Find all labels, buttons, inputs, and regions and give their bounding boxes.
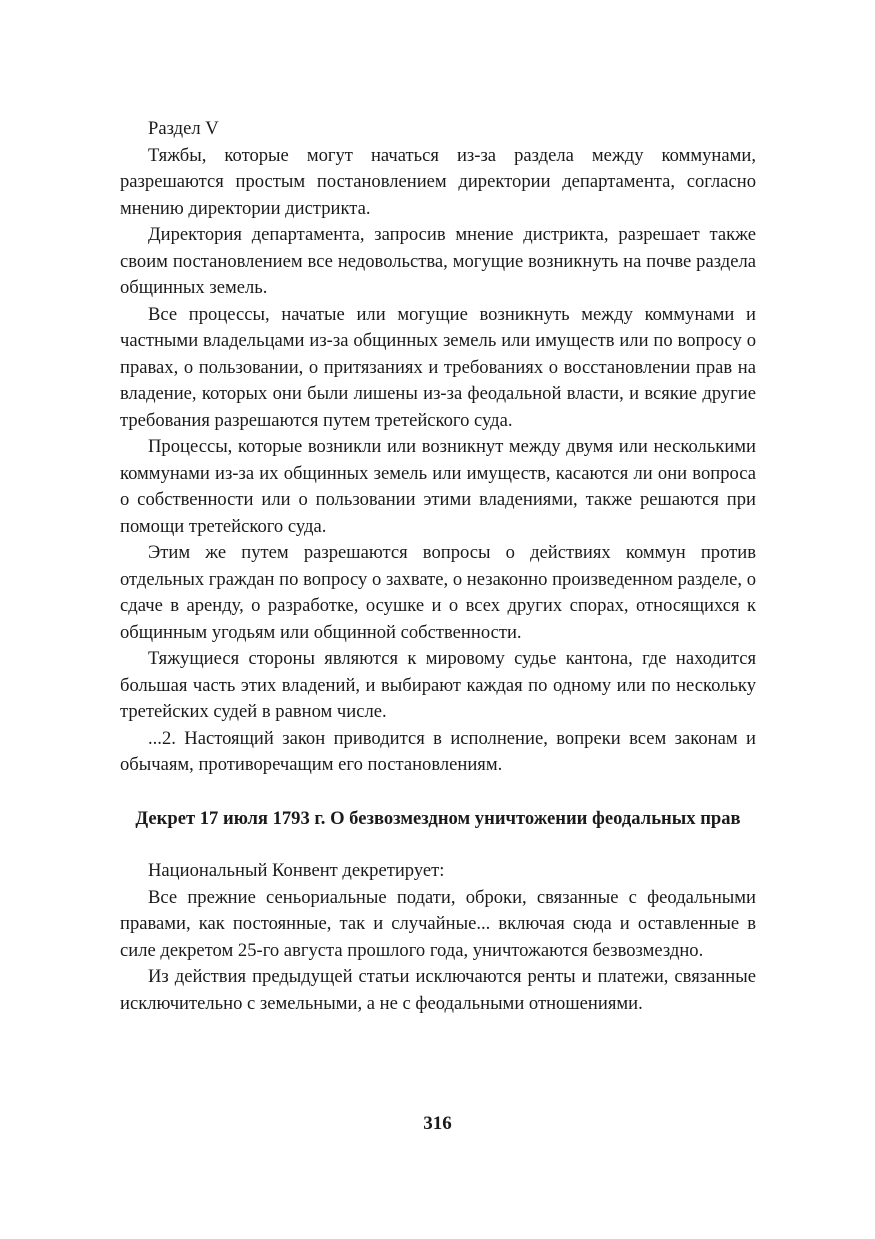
decree-paragraph-2: Все прежние сеньориальные подати, оброки, связанные с феодальными правами, как постоянные, так и случайные... включая сюда и оставленные в силе декретом 25-го августа прошлого года, уничтожаются безвозмездно. [120, 886, 756, 961]
section-paragraph-6: Тяжущиеся стороны являются к мировому судье кантона, где находится большая часть этих владений, и выбирают каждая по одному или по нескольку третейских судей в равном числе. [120, 648, 756, 722]
section-heading: Раздел V [148, 118, 219, 139]
section-paragraph-2: Директория департамента, запросив мнение дистрикта, разрешает также своим постановлением все недовольства, могущие возникнуть на почве раздела общинных земель. [120, 224, 756, 298]
page-body [120, 116, 756, 1017]
decree-paragraph-1: Национальный Конвент декретирует: [148, 860, 445, 881]
decree-title: Декрет 17 июля 1793 г. О безвозмездном уничтожении феодальных прав [135, 807, 741, 829]
section-paragraph-1: Тяжбы, которые могут начаться из-за раздела между коммунами, разрешаются простым постановлением директории департамента, согласно мнению директории дистрикта. [120, 144, 756, 219]
section-paragraph-4: Процессы, которые возникли или возникнут между двумя или несколькими коммунами из-за их общинных земель или имуществ, касаются ли они вопроса о собственности или о пользовании этими владениями, также решаются при помощи третейского суда. [120, 436, 756, 537]
section-paragraph-5: Этим же путем разрешаются вопросы о действиях коммун против отдельных граждан по вопросу о захвате, о незаконно произведенном разделе, о сдаче в аренду, о разработке, осушке и о всех других спорах, относящихся к общинным угодьям или общинной собственности. [120, 542, 756, 643]
page-number: 316 [423, 1113, 452, 1134]
decree-paragraph-3: Из действия предыдущей статьи исключаются ренты и платежи, связанные исключительно с земельными, а не с феодальными отношениями. [120, 966, 756, 1014]
section-paragraph-3: Все процессы, начатые или могущие возникнуть между коммунами и частными владельцами из-за общинных земель или имуществ или по вопросу о правах, о пользовании, о притязаниях и требованиях о восстановлении прав на владение, которых они были лишены из-за феодальной власти, и всякие другие требования разрешаются путем третейского суда. [120, 303, 756, 431]
section-paragraph-7: ...2. Настоящий закон приводится в исполнение, вопреки всем законам и обычаям, противоречащим его постановлениям. [120, 727, 756, 775]
